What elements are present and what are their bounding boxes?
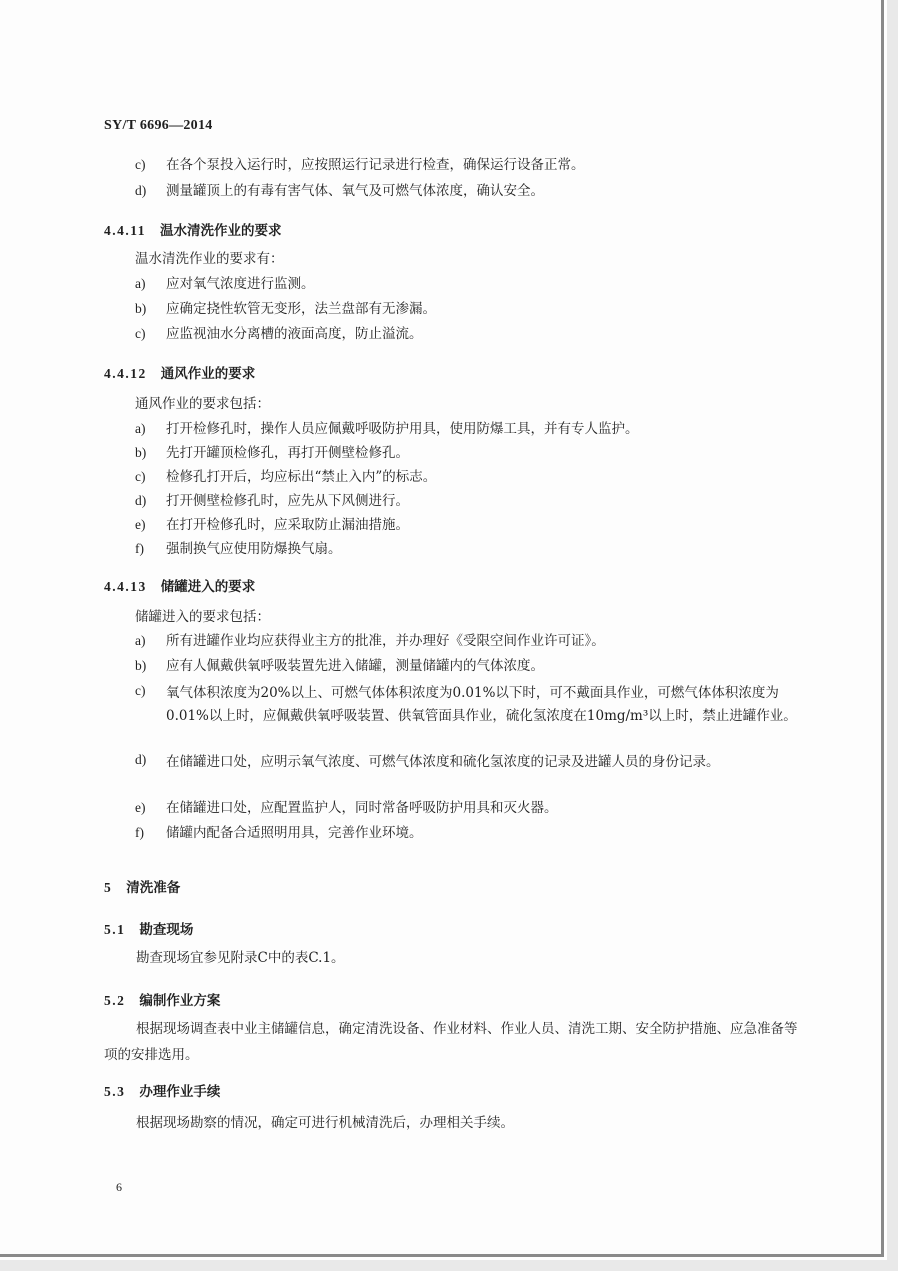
list-item — [135, 657, 544, 675]
list-item — [135, 325, 423, 343]
item-text: 打开检修孔时，操作人员应佩戴呼吸防护用具，使用防爆工具，并有专人监护。 — [166, 421, 639, 437]
scan-edge-right — [887, 0, 898, 1271]
item-text: 在各个泵投入运行时，应按照运行记录进行检查，确保运行设备正常。 — [166, 157, 585, 173]
item-text: 打开侧壁检修孔时，应先从下风侧进行。 — [166, 493, 409, 509]
scan-edge-bottom — [0, 1260, 898, 1271]
item-label: a) — [135, 421, 146, 436]
section-heading-4-4-12 — [104, 362, 255, 382]
section-title: 储罐进入的要求 — [160, 579, 256, 595]
item-label: d) — [135, 752, 147, 767]
item-label: c) — [135, 157, 146, 172]
section-number: 4.4.12 — [104, 366, 147, 381]
item-text: 所有进罐作业均应获得业主方的批准，并办理好《受限空间作业许可证》。 — [166, 633, 605, 649]
paragraph: 根据现场勘察的情况，确定可进行机械清洗后，办理相关手续。 — [136, 1115, 514, 1131]
document-code: SY/T 6696—2014 — [104, 118, 213, 133]
section-number: 5.3 — [104, 1084, 126, 1099]
item-text: 氧气体积浓度为20%以上、可燃气体体积浓度为0.01%以下时，可不戴面具作业，可燃气体体积浓度为0.01%以上时，应佩戴供氧呼吸装置、供氧管面具作业，硫化氢浓度在10mg/m³以上时，禁止进罐作业。 — [166, 685, 797, 724]
item-text: 先打开罐顶检修孔，再打开侧壁检修孔。 — [166, 445, 409, 461]
item-label: b) — [135, 445, 147, 460]
list-item — [135, 444, 409, 462]
item-text: 应对氧气浓度进行监测。 — [166, 276, 315, 292]
item-label: d) — [135, 493, 147, 508]
section-title: 温水清洗作业的要求 — [160, 223, 282, 239]
item-text: 测量罐顶上的有毒有害气体、氧气及可燃气体浓度，确认安全。 — [166, 183, 544, 199]
item-label: d) — [135, 183, 147, 198]
list-item — [135, 682, 800, 728]
item-text: 在储罐进口处，应配置监护人，同时常备呼吸防护用具和灭火器。 — [166, 800, 558, 816]
item-label: a) — [135, 276, 146, 291]
section-title: 编制作业方案 — [139, 993, 221, 1009]
section-heading-5-1 — [104, 918, 193, 938]
paragraph: 根据现场调查表中业主储罐信息，确定清洗设备、作业材料、作业人员、清洗工期、安全防护措施、应急准备等项的安排选用。 — [104, 1021, 798, 1063]
item-text: 应监视油水分离槽的液面高度，防止溢流。 — [166, 326, 423, 342]
section-heading-5-2 — [104, 989, 220, 1009]
list-item — [135, 156, 585, 174]
list-item — [135, 799, 558, 817]
list-item — [135, 182, 544, 200]
section-heading-4-4-11 — [104, 219, 282, 239]
list-item — [135, 751, 800, 774]
page-number: 6 — [116, 1180, 122, 1194]
item-text: 应确定挠性软管无变形，法兰盘部有无渗漏。 — [166, 301, 436, 317]
chapter-heading-5 — [104, 876, 180, 896]
paragraph: 勘查现场宜参见附录C中的表C.1。 — [136, 950, 345, 966]
section-number: 4.4.13 — [104, 579, 147, 594]
item-text: 应有人佩戴供氧呼吸装置先进入储罐，测量储罐内的气体浓度。 — [166, 658, 544, 674]
section-heading-4-4-13 — [104, 575, 255, 595]
item-label: a) — [135, 633, 146, 648]
item-label: b) — [135, 301, 147, 316]
item-label: e) — [135, 517, 146, 532]
list-item — [135, 540, 342, 558]
item-label: c) — [135, 326, 146, 341]
list-item — [135, 275, 315, 293]
section-title: 通风作业的要求 — [160, 366, 256, 382]
item-text: 检修孔打开后，均应标出“禁止入内”的标志。 — [166, 469, 437, 485]
item-label: e) — [135, 800, 146, 815]
list-item — [135, 824, 423, 842]
section-heading-5-3 — [104, 1080, 220, 1100]
item-text: 强制换气应使用防爆换气扇。 — [166, 541, 342, 557]
section-title: 清洗准备 — [126, 880, 181, 896]
item-text: 在打开检修孔时，应采取防止漏油措施。 — [166, 517, 409, 533]
section-title: 办理作业手续 — [139, 1084, 221, 1100]
section-intro: 储罐进入的要求包括： — [135, 609, 270, 625]
item-label: f) — [135, 825, 144, 840]
list-item — [135, 516, 409, 534]
list-item — [135, 300, 436, 318]
section-title: 勘查现场 — [139, 922, 194, 938]
section-intro: 温水清洗作业的要求有： — [135, 251, 284, 267]
item-label: c) — [135, 683, 146, 698]
section-intro: 通风作业的要求包括： — [135, 396, 270, 412]
list-item — [135, 492, 409, 510]
item-text: 储罐内配备合适照明用具，完善作业环境。 — [166, 825, 423, 841]
section-number: 5 — [104, 880, 113, 895]
list-item — [135, 420, 639, 438]
item-label: b) — [135, 658, 147, 673]
section-number: 5.2 — [104, 993, 126, 1008]
section-number: 4.4.11 — [104, 223, 147, 238]
list-item — [135, 632, 605, 650]
item-text: 在储罐进口处，应明示氧气浓度、可燃气体浓度和硫化氢浓度的记录及进罐人员的身份记录。 — [166, 754, 720, 770]
list-item — [135, 468, 436, 486]
item-label: f) — [135, 541, 144, 556]
item-label: c) — [135, 469, 146, 484]
section-number: 5.1 — [104, 922, 126, 937]
